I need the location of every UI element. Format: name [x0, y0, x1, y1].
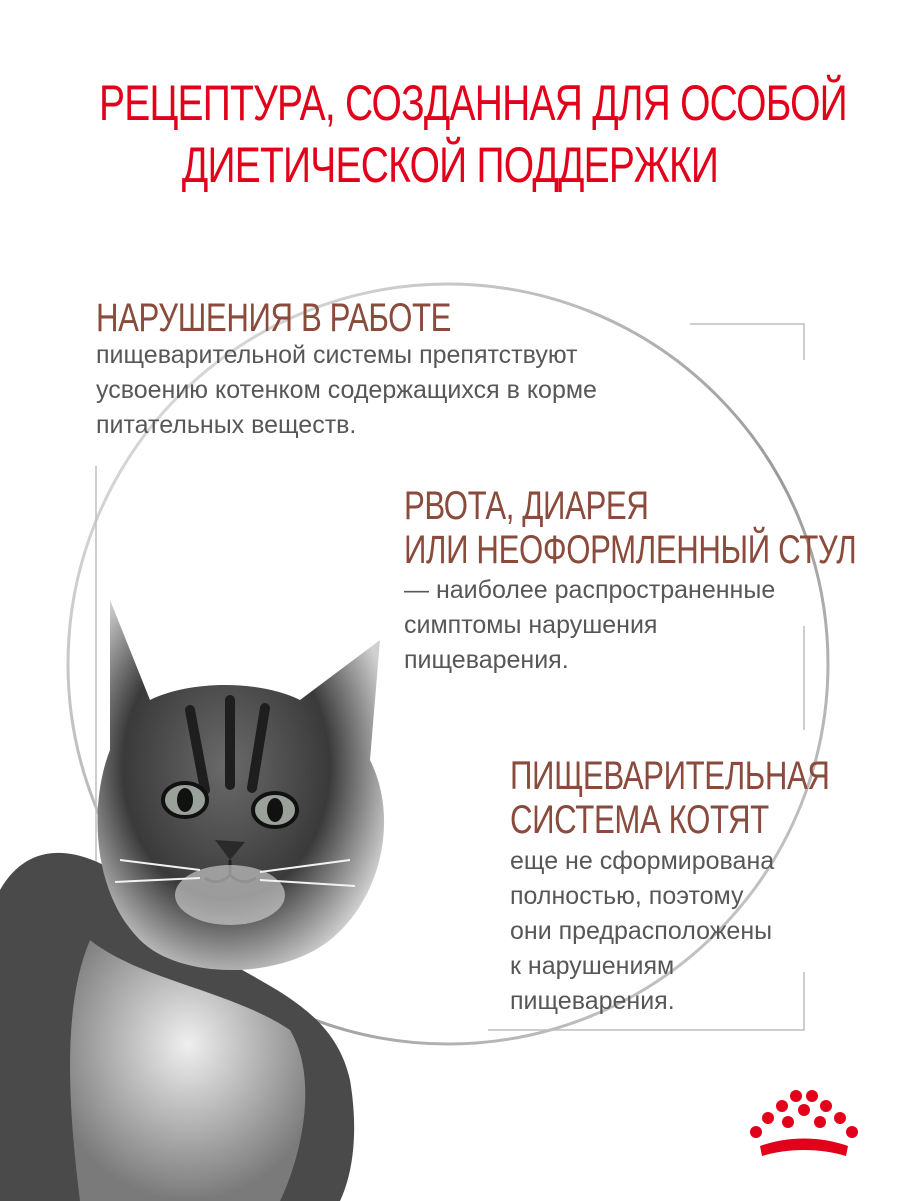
body-line: пищеварительной системы препятствуют: [96, 341, 578, 369]
body-line: они предрасположены: [510, 917, 773, 945]
body-line: пищеварения.: [510, 987, 675, 1015]
body-line: усвоению котенком содержащихся в корме: [96, 376, 597, 404]
body-line: еще не сформирована: [510, 847, 775, 875]
heading-line: НАРУШЕНИЯ В РАБОТЕ: [96, 296, 452, 340]
block-heading: [96, 296, 487, 340]
title-line-1: РЕЦЕПТУРА, СОЗДАННАЯ ДЛЯ ОСОБОЙ: [99, 75, 847, 131]
heading-line: СИСТЕМА КОТЯТ: [510, 798, 769, 842]
body-line: симптомы нарушения: [404, 611, 658, 639]
heading-line: ИЛИ НЕОФОРМЛЕННЫЙ СТУЛ: [404, 528, 857, 572]
body-line: полностью, поэтому: [510, 882, 744, 910]
title-line-2: ДИЕТИЧЕСКОЙ ПОДДЕРЖКИ: [181, 137, 719, 193]
info-block-symptoms: [404, 484, 900, 678]
heading-line: ПИЩЕВАРИТЕЛЬНАЯ: [510, 754, 830, 798]
royal-canin-crown-icon: [748, 1088, 868, 1168]
block-body: [510, 844, 900, 1019]
body-line: питательных веществ.: [96, 411, 357, 439]
block-body: [96, 338, 597, 443]
frame-line-top-right: [690, 324, 804, 360]
body-line: к нарушениям: [510, 952, 675, 980]
heading-line: РВОТА, ДИАРЕЯ: [404, 484, 649, 528]
block-heading: [510, 754, 830, 842]
body-line: пищеварения.: [404, 646, 569, 674]
block-body: [404, 573, 900, 678]
page-title: [99, 72, 847, 196]
body-line: — наиболее распространенные: [404, 576, 776, 604]
info-block-kitten-digestion: [510, 754, 900, 1019]
info-block-digestive-disorders: [96, 296, 597, 443]
block-heading: [404, 484, 856, 572]
kitten-image: [0, 560, 420, 1201]
